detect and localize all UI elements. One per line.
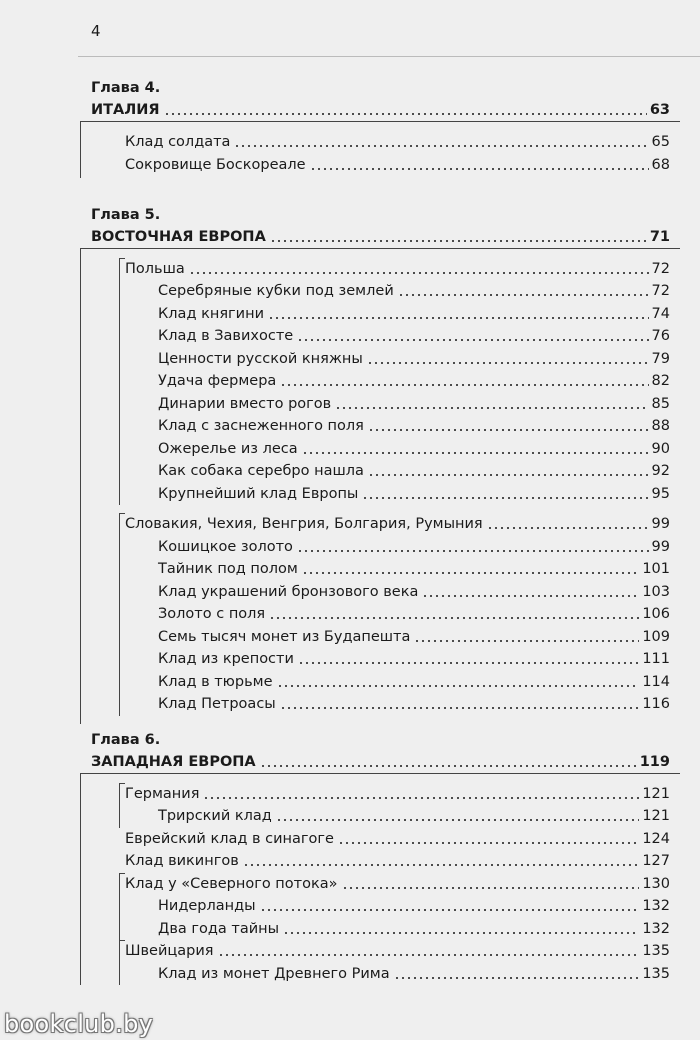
toc-entry [158,415,670,437]
toc-entry [158,280,670,302]
dot-leader [164,113,647,115]
toc-entry [158,963,670,985]
dot-leader [302,572,639,574]
dot-leader [422,595,639,597]
chapter-title [91,751,670,773]
page-ref: 116 [642,696,670,712]
page-ref: 130 [642,875,670,892]
page-ref: 76 [651,328,670,344]
toc-entry [158,581,670,603]
toc-entry [158,536,670,558]
toc-section [125,828,670,850]
chapter-title-label: ВОСТОЧНАЯ ЕВРОПА [91,229,266,245]
frame-line [119,783,120,828]
page-ref: 101 [642,561,670,577]
dot-leader [342,887,640,889]
toc-entry [158,348,670,370]
frame-line [80,121,680,122]
dot-leader [243,864,640,866]
toc-section-label: Словакия, Чехия, Венгрия, Болгария, Румыния [125,516,483,532]
frame-line [119,873,125,874]
toc-entry-label: Удача фермера [158,373,277,389]
frame-line [80,248,81,724]
toc-entry [158,558,670,580]
toc-entry-label: Нидерланды [158,898,256,914]
toc-entry [158,483,670,505]
frame-line [80,773,680,774]
dot-leader [270,240,647,242]
toc-section [125,258,670,280]
toc-entry [125,154,670,176]
toc-entry [158,370,670,392]
page-ref: 99 [651,516,670,532]
dot-leader [414,640,639,642]
page-ref: 111 [642,651,670,667]
toc-entry-label: Трирский клад [158,808,272,824]
toc-entry-label: Клад из крепости [158,651,294,667]
dot-leader [283,932,639,934]
dot-leader [362,497,648,499]
dot-leader [338,842,639,844]
page-ref: 114 [642,673,670,690]
frame-line [119,783,125,784]
page-ref: 132 [642,898,670,914]
dot-leader [297,339,648,341]
chapter-title-label: ЗАПАДНАЯ ЕВРОПА [91,754,256,770]
page-ref: 99 [651,538,670,555]
dot-leader [260,765,637,767]
page-ref: 103 [642,583,670,600]
page-ref: 106 [642,606,670,622]
dot-leader [297,550,649,552]
page-ref: 88 [651,418,670,434]
toc-section-label: Еврейский клад в синагоге [125,830,334,847]
page-ref: 121 [642,808,670,824]
dot-leader [335,407,648,409]
toc-entry [158,693,670,715]
toc-entry-label: Золото с поля [158,606,266,622]
toc-entry-label: Клад Петроасы [158,696,276,712]
dot-leader [394,977,640,979]
page-ref: 132 [642,920,670,937]
page-ref: 90 [651,440,670,457]
dot-leader [276,819,640,821]
toc-entry-label: Клад солдата [125,133,231,150]
frame-line [80,248,680,249]
toc-section [125,783,670,805]
page-ref: 95 [651,485,670,502]
toc-section-label: Германия [125,785,200,802]
dot-leader [277,685,640,687]
toc-entry-label: Ожерелье из леса [158,440,298,457]
toc-section [125,940,670,962]
frame-line [119,513,125,514]
chapter-label: Глава 5. [91,207,161,223]
page-ref: 127 [642,853,670,869]
frame-line [80,773,81,985]
toc-entry-label: Серебряные кубки под землей [158,283,394,299]
toc-entry-label: Сокровище Боскореале [125,157,306,173]
toc-section-label: Швейцария [125,943,214,959]
dot-leader [268,317,649,319]
frame-line [80,121,81,178]
chapter-title-label: ИТАЛИЯ [91,102,160,118]
watermark: bookclub.by [4,1010,154,1038]
toc-entry-label: Два года тайны [158,920,280,937]
page-ref: 63 [649,102,670,118]
frame-line [119,940,120,985]
chapter-title [91,226,670,248]
toc-entry [158,325,670,347]
toc-entry [158,918,670,940]
chapter-label: Глава 4. [91,80,161,96]
toc-entry-label: Как собака серебро нашла [158,463,364,479]
dot-leader [310,168,649,170]
toc-entry-label: Крупнейший клад Европы [158,485,359,502]
page-ref: 74 [651,305,670,322]
dot-leader [280,384,648,386]
page-ref: 68 [651,157,670,173]
page-ref: 135 [642,965,670,982]
dot-leader [487,527,649,529]
page-ref: 135 [642,943,670,959]
page-ref: 72 [651,260,670,277]
toc-entry-label: Клад из монет Древнего Рима [158,965,390,982]
toc-entry [158,895,670,917]
toc-entry [158,805,670,827]
toc-entry-label: Клад с заснеженного поля [158,418,364,434]
page-ref: 85 [651,395,670,412]
toc-entry-label: Клад в Завихосте [158,328,294,344]
dot-leader [368,474,649,476]
dot-leader [368,429,649,431]
page-ref: 79 [651,350,670,367]
chapter-label: Глава 6. [91,732,161,748]
dot-leader [189,272,649,274]
dot-leader [280,707,640,709]
toc-section [125,513,670,535]
chapter-title [91,99,670,121]
dot-leader [218,954,640,956]
page-ref: 82 [651,373,670,389]
page-ref: 92 [651,463,670,479]
page-ref: 124 [642,830,670,847]
page-ref: 65 [651,133,670,150]
page-number: 4 [91,22,101,40]
toc-section-label: Польша [125,260,185,277]
page-ref: 119 [639,754,670,770]
toc-entry [158,393,670,415]
dot-leader [298,662,639,664]
toc-entry-label: Клад в тюрьме [158,673,273,690]
toc-entry-label: Кошицкое золото [158,538,293,555]
page-ref: 72 [651,283,670,299]
toc-entry-label: Ценности русской княжны [158,350,363,367]
toc-entry [158,648,670,670]
toc-section [125,850,670,872]
toc-section [125,873,670,895]
frame-line [119,940,125,941]
page-ref: 109 [642,628,670,645]
toc-section-label: Клад викингов [125,853,239,869]
dot-leader [269,617,639,619]
frame-line [119,513,120,716]
page-ref: 71 [649,229,670,245]
frame-line [119,873,120,941]
dot-leader [398,294,649,296]
dot-leader [203,797,639,799]
toc-entry-label: Клад княгини [158,305,264,322]
toc-entry [158,303,670,325]
dot-leader [302,452,649,454]
frame-line [119,258,125,259]
frame-line [119,258,120,506]
toc-entry-label: Клад украшений бронзового века [158,583,419,600]
toc-entry [158,626,670,648]
toc-entry [158,671,670,693]
toc-section-label: Клад у «Северного потока» [125,875,338,892]
toc-entry-label: Семь тысяч монет из Будапешта [158,628,411,645]
page-ref: 121 [642,785,670,802]
toc-entry [158,460,670,482]
toc-entry [158,438,670,460]
toc-entry [158,603,670,625]
toc-entry-label: Динарии вместо рогов [158,395,332,412]
dot-leader [367,362,649,364]
toc-entry [125,131,670,153]
toc-entry-label: Тайник под полом [158,561,298,577]
dot-leader [234,145,648,147]
dot-leader [260,909,640,911]
